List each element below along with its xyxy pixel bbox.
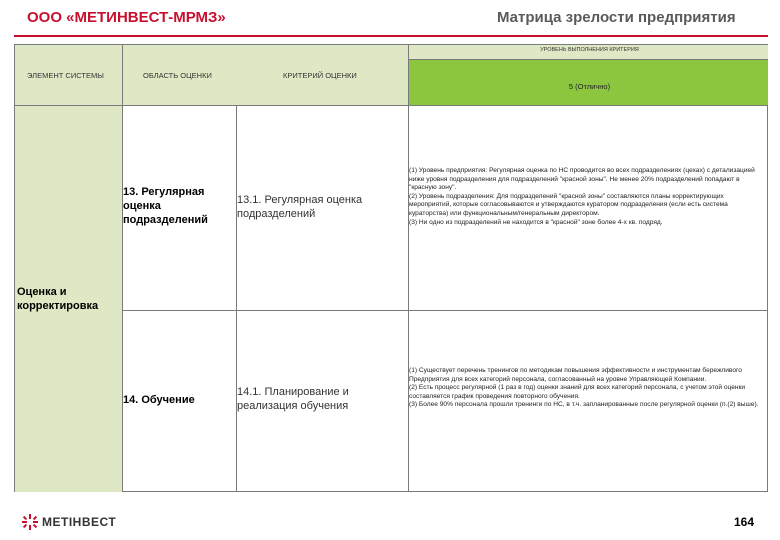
description-item: (1) Существует перечень тренингов по методикам повышения эффективности и инструментам бережливого Предприятия для всех категорий персонала, согласованный на уровне Управляющей Компании. — [409, 367, 742, 383]
row-divider — [122, 310, 768, 311]
column-header-level5: 5 (Отлично) — [568, 82, 611, 91]
criterion-cell-14-1: 14.1. Планирование и реализация обучения — [237, 386, 349, 412]
description-item: (3) Более 90% персонала прошли тренинги по НС, в т.ч. запланированные после регулярной оценки (п.(2) выше). — [409, 401, 759, 409]
description-item: (3) Ни одно из подразделений не находится в "красной" зоне более 4-х кв. подряд. — [409, 218, 663, 226]
description-item: (2) Есть процесс регулярной (1 раз в год) оценки знаний для всех категорий персонала, с учетом этой оценки составляется график проведения повторного обучения. — [409, 384, 746, 400]
column-header-system: ЭЛЕМЕНТ СИСТЕМЫ — [27, 71, 104, 80]
header-bottom-line — [15, 105, 768, 106]
logo-text: МЕТІНВЕСТ — [42, 515, 117, 529]
metinvest-logo — [22, 514, 116, 530]
column-header-area: ОБЛАСТЬ ОЦЕНКИ — [143, 71, 212, 80]
col-divider-2 — [236, 105, 237, 492]
area-cell-13: 13. Регулярная оценка подразделений — [123, 186, 208, 226]
page-number: 164 — [734, 515, 755, 529]
header-divider — [14, 35, 768, 37]
column-header-criterion: КРИТЕРИЙ ОЦЕНКИ — [283, 71, 357, 80]
logo-mark-icon — [22, 514, 38, 530]
criterion-cell-13-1: 13.1. Регулярная оценка подразделений — [237, 194, 363, 220]
levels-header-divider — [408, 59, 768, 60]
level5-description-14-1 — [409, 367, 759, 410]
description-item: (2) Уровень подразделения: Для подразделений "красной зоны" составляются планы корректирующих мероприятий, которые согласовываются и утверждаются куратором подразделения (если есть система кураторства) или функциональным/генеральным директором. — [409, 192, 728, 217]
maturity-matrix-table — [14, 44, 768, 492]
level5-description-13-1 — [409, 167, 759, 227]
company-name: ООО «МЕТИНВЕСТ-МРМЗ» — [27, 9, 226, 26]
col-divider-1 — [122, 45, 123, 492]
system-element-label: Оценка и корректировка — [17, 286, 99, 312]
column-header-levels: УРОВЕНЬ ВЫПОЛНЕНИЯ КРИТЕРИЯ — [540, 47, 639, 53]
page-title: Матрица зрелости предприятия — [497, 9, 736, 26]
col-divider-3 — [408, 45, 409, 492]
description-item: (1) Уровень предприятия: Регулярная оценка по НС проводится во всех подразделениях (цехах) с детализацией ниже уровня подразделения для подразделений "красной зоны". Не менее 20% подразделений попадают в "красную зону". — [409, 167, 755, 192]
area-cell-14: 14. Обучение — [123, 394, 195, 406]
